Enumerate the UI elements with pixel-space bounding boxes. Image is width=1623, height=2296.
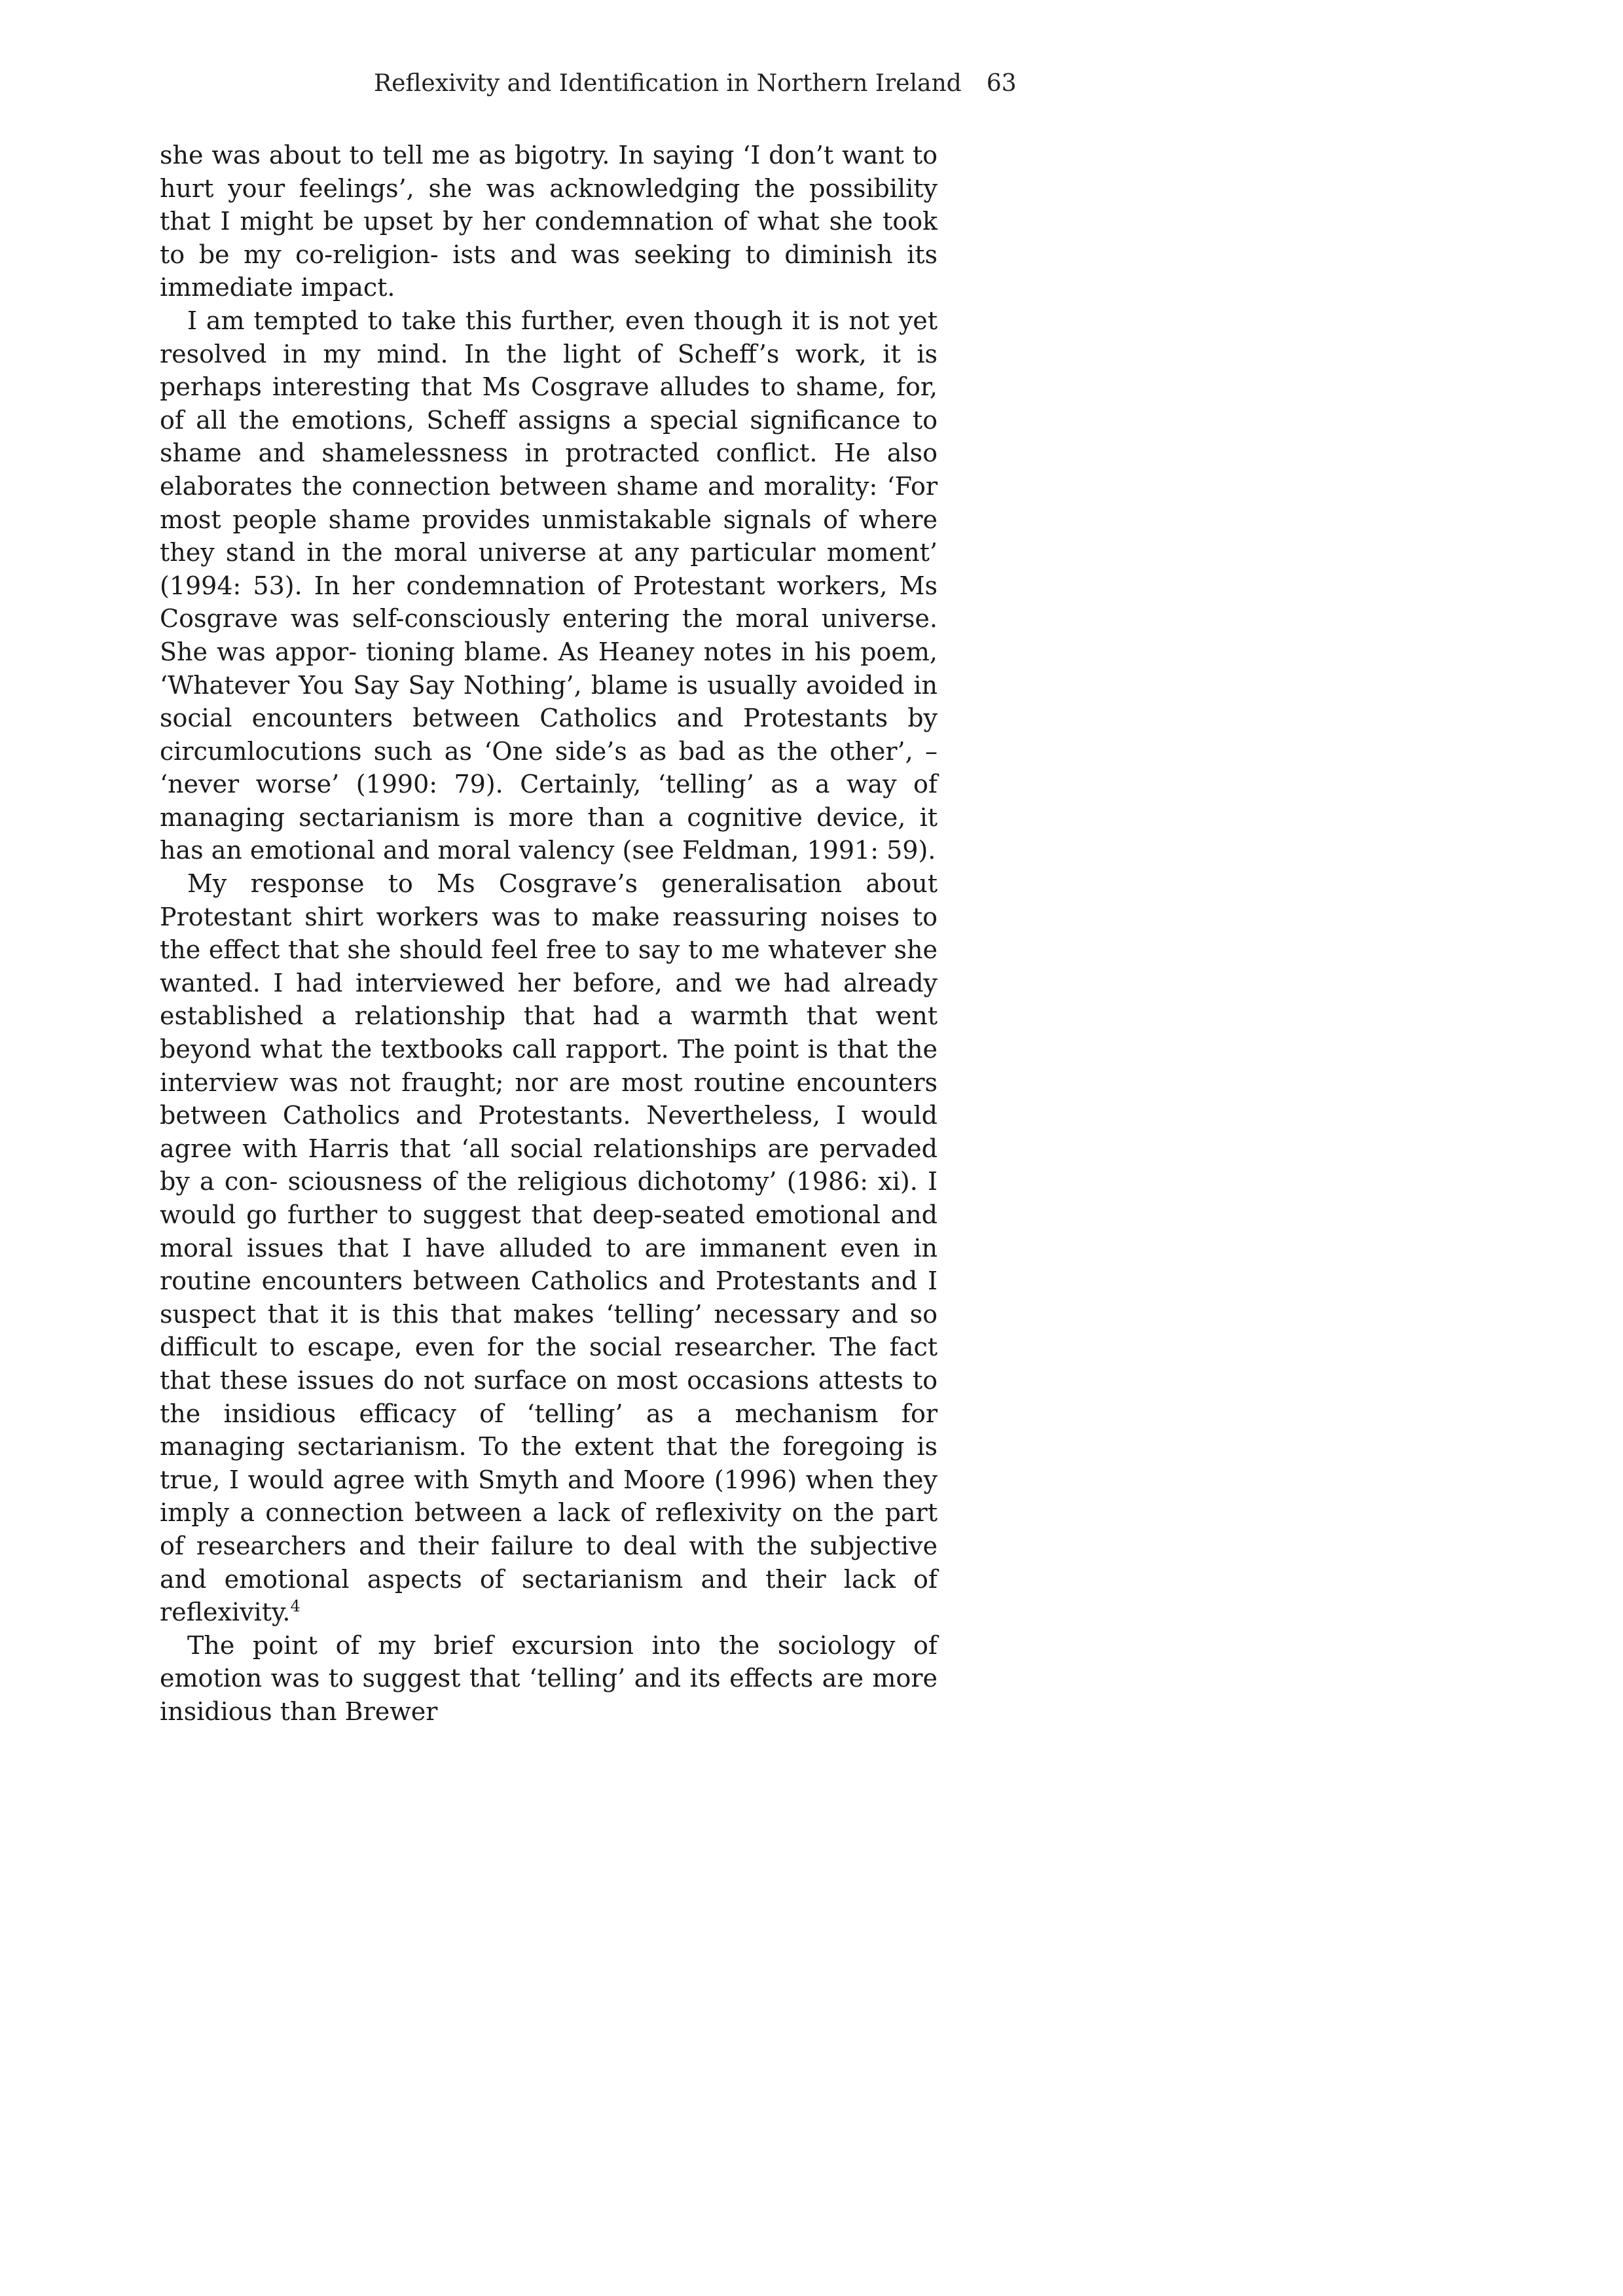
paragraph-4-text: The point of my brief excursion into the sociology of emotion was to suggest that ‘telling’ and its effects are more insidious than Brewer [160,1630,938,1726]
paragraph-4 [160,1629,938,1729]
paragraph-2-text: I am tempted to take this further, even though it is not yet resolved in my mind. In the light of Scheff’s work, it is perhaps interesting that Ms Cosgrave alludes to shame, for, of all the emotions, Scheff assigns a special significance to shame and shamelessness in protracted conflict. He also elaborates the connection between shame and morality: ‘For most people shame provides unmistakable signals of where they stand in the moral universe at any particular moment’ (1994: 53). In her condemnation of Protestant workers, Ms Cosgrave was self-consciously entering the moral universe. She was appor- tioning blame. As Heaney notes in his poem, ‘Whatever You Say Say Nothing’, blame is usually avoided in social encounters between Catholics and Protestants by circumlocutions such as ‘One side’s as bad as the other’, – ‘never worse’ (1990: 79). Certainly, ‘telling’ as a way of managing sectarianism is more than a cognitive device, it has an emotional and moral valency (see Feldman, 1991: 59). [160,306,938,865]
footnote-reference[interactable]: 4 [290,1597,301,1616]
running-head [374,65,1017,102]
paragraph-3 [160,867,938,1629]
paragraph-1-text: she was about to tell me as bigotry. In saying ‘I don’t want to hurt your feelings’, she was acknowledging the possibility that I might be upset by her condemnation of what she took to be my co-religion- ists and was seeking to diminish its immediate impact. [160,141,938,302]
paragraph-2 [160,304,938,867]
body-text [160,139,938,1729]
page-number: 63 [986,70,1017,97]
running-title: Reflexivity and Identification in Northern Ireland [374,70,962,97]
paragraph-3-text: My response to Ms Cosgrave’s generalisation about Protestant shirt workers was to make reassuring noises to the effect that she should feel free to say to me whatever she wanted. I had interviewed her before, and we had already established a relationship that had a warmth that went beyond what the textbooks call rapport. The point is that the interview was not fraught; nor are most routine encounters between Catholics and Protestants. Nevertheless, I would agree with Harris that ‘all social relationships are pervaded by a con- sciousness of the religious dichotomy’ (1986: xi). I would go further to suggest that deep-seated emotional and moral issues that I have alluded to are immanent even in routine encounters between Catholics and Protestants and I suspect that it is this that makes ‘telling’ necessary and so difficult to escape, even for the social researcher. The fact that these issues do not surface on most occasions attests to the insidious efficacy of ‘telling’ as a mechanism for managing sectarianism. To the extent that the foregoing is true, I would agree with Smyth and Moore (1996) when they imply a connection between a lack of reflexivity on the part of researchers and their failure to deal with the subjective and emotional aspects of sectarianism and their lack of reflexivity. [160,869,938,1627]
paragraph-1 [160,139,938,304]
